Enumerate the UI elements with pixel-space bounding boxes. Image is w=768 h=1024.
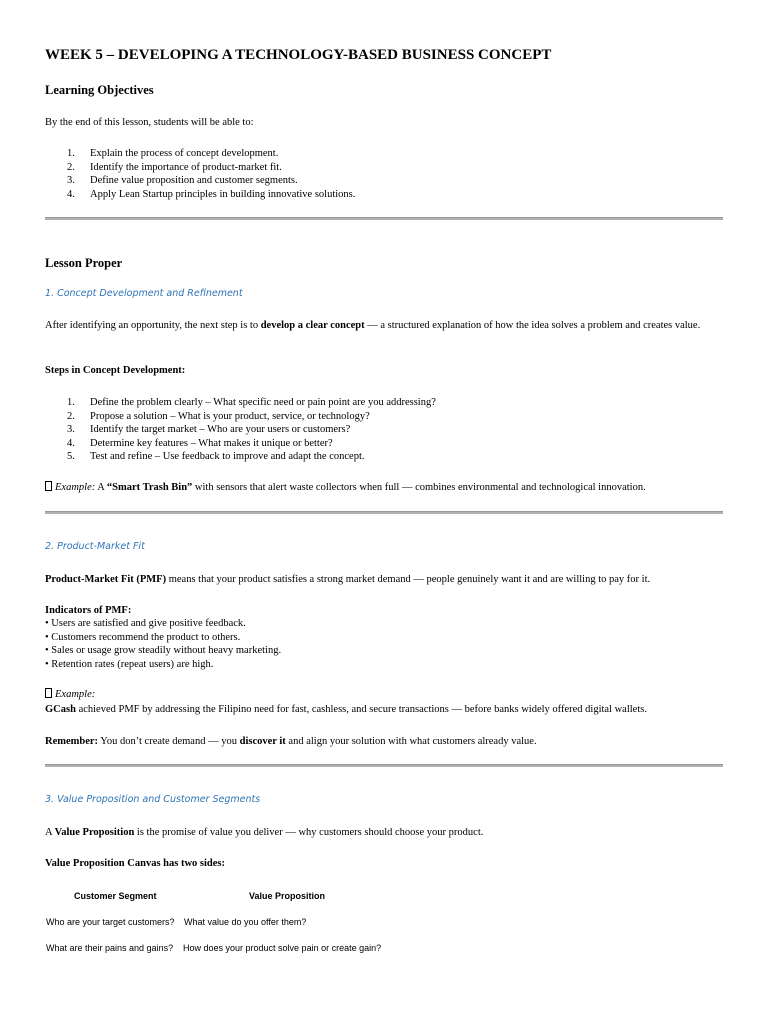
- table-cell: What value do you offer them?: [184, 917, 307, 927]
- objectives-list: [45, 147, 355, 201]
- page-title: WEEK 5 – DEVELOPING A TECHNOLOGY-BASED BUSINESS CONCEPT: [45, 47, 552, 63]
- list-item: 4. Apply Lean Startup principles in building innovative solutions.: [67, 188, 356, 200]
- divider: [45, 511, 723, 514]
- list-item: 1. Explain the process of concept development.: [67, 148, 279, 159]
- section-2-paragraph: Product-Market Fit (PMF) means that your product satisfies a strong market demand — people genuinely want it and are willing to pay for it.: [45, 574, 651, 585]
- section-2-title: 2. Product-Market Fit: [45, 541, 145, 552]
- section-3-title: 3. Value Proposition and Customer Segments: [45, 794, 261, 805]
- indicators-heading: Indicators of PMF:: [45, 605, 132, 616]
- list-item: 3. Define value proposition and customer segments.: [67, 175, 298, 186]
- steps-heading: Steps in Concept Development:: [45, 365, 186, 376]
- table-header: Value Proposition: [249, 891, 326, 901]
- section-2-example: GCash achieved PMF by addressing the Filipino need for fast, cashless, and secure transactions — before banks widely offered digital wallets.: [45, 704, 647, 715]
- list-item: • Retention rates (repeat users) are high.: [45, 658, 214, 670]
- list-item: 5. Test and refine – Use feedback to improve and adapt the concept.: [67, 451, 365, 462]
- divider: [45, 764, 723, 767]
- table-cell: What are their pains and gains?: [46, 943, 174, 953]
- missing-glyph-icon: [45, 481, 52, 491]
- objectives-heading: Learning Objectives: [45, 83, 154, 97]
- canvas-heading: Value Proposition Canvas has two sides:: [45, 858, 225, 869]
- section-2-example-label: Example:: [45, 688, 95, 702]
- table-cell: Who are your target customers?: [46, 917, 175, 927]
- steps-list: [45, 396, 436, 464]
- objectives-intro: By the end of this lesson, students will be able to:: [45, 117, 254, 128]
- section-1-title: 1. Concept Development and Refinement: [45, 288, 243, 299]
- list-item: 2. Identify the importance of product-market fit.: [67, 161, 282, 173]
- list-item: 1. Define the problem clearly – What specific need or pain point are you addressing?: [67, 397, 436, 408]
- divider: [45, 217, 723, 220]
- list-item: • Users are satisfied and give positive feedback.: [45, 618, 246, 629]
- lesson-heading: Lesson Proper: [45, 256, 123, 270]
- missing-glyph-icon: [45, 688, 52, 698]
- section-1-paragraph: After identifying an opportunity, the next step is to develop a clear concept — a structured explanation of how the idea solves a problem and creates value.: [45, 320, 701, 331]
- table-header: Customer Segment: [74, 891, 157, 901]
- list-item: 4. Determine key features – What makes it unique or better?: [67, 437, 333, 449]
- table-cell: How does your product solve pain or create gain?: [183, 943, 382, 953]
- list-item: 2. Propose a solution – What is your product, service, or technology?: [67, 410, 370, 422]
- remember-note: Remember: You don’t create demand — you discover it and align your solution with what customers already value.: [45, 736, 537, 747]
- list-item: 3. Identify the target market – Who are your users or customers?: [67, 424, 351, 435]
- section-1-example: Example: A “Smart Trash Bin” with sensors that alert waste collectors when full — combines environmental and technological innovation.: [45, 481, 646, 495]
- section-3-paragraph: A Value Proposition is the promise of value you deliver — why customers should choose your product.: [45, 827, 484, 838]
- list-item: • Sales or usage grow steadily without heavy marketing.: [45, 645, 282, 656]
- list-item: • Customers recommend the product to others.: [45, 631, 241, 643]
